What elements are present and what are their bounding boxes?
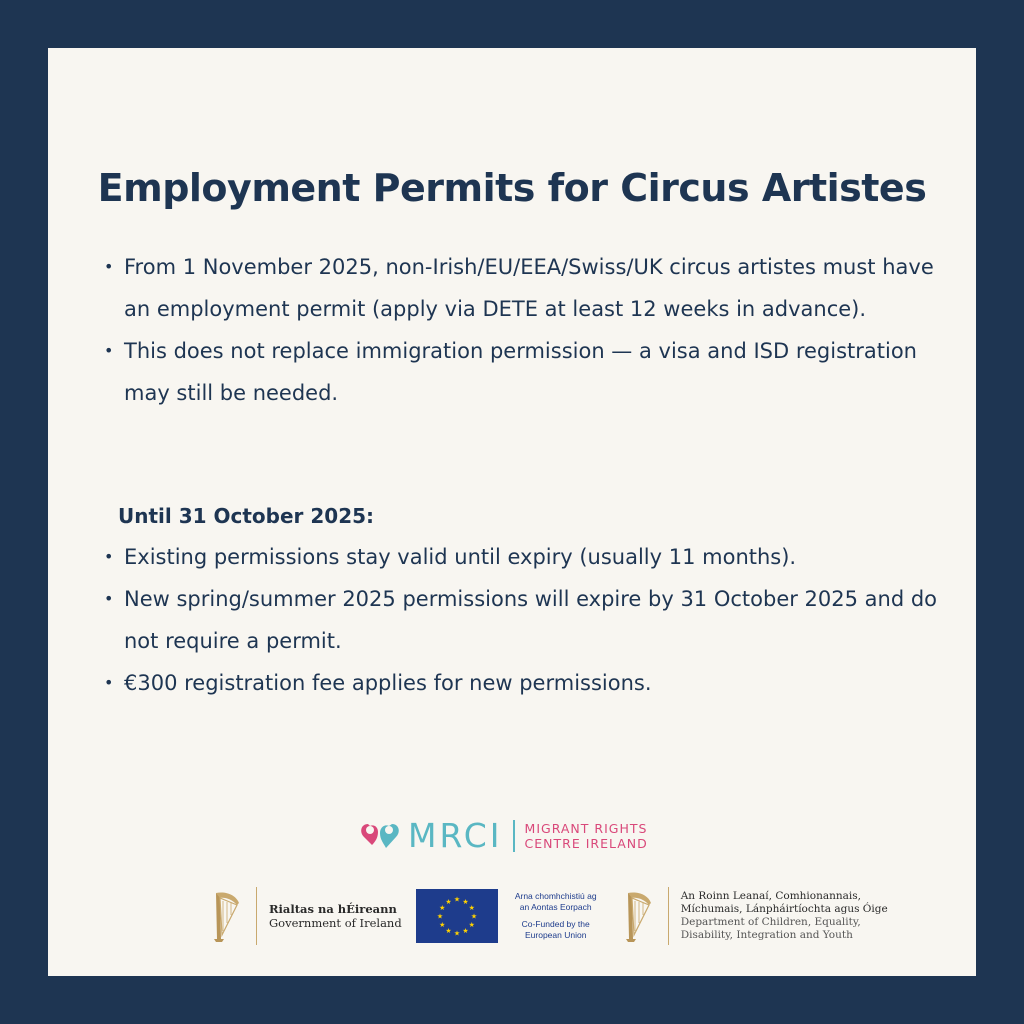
government-english-name: Government of Ireland [269,916,402,930]
department-irish-line2: Míchumais, Lánpháirtíochta agus Óige [680,903,888,915]
eu-irish-line1: Arna chomhchistiú ag [514,891,597,901]
permit-requirements-list [104,246,954,414]
eu-star-icon: ★ [445,897,452,906]
bullet-icon: • [104,341,114,360]
bullet-icon: • [104,673,114,692]
mrci-subtitle [525,821,648,851]
divider [256,887,257,945]
list-item [104,246,954,330]
government-irish-name: Rialtas na hÉireann [269,902,397,916]
funder-logos [208,884,888,948]
info-card [48,48,976,976]
bullet-icon: • [104,589,114,608]
mrci-subtitle-line2: CENTRE IRELAND [524,836,648,851]
list-item [104,662,954,704]
bullet-icon: • [104,547,114,566]
eu-star-icon: ★ [468,904,475,912]
list-item-text: New spring/summer 2025 permissions will expire by 31 October 2025 and do not require a permit. [124,587,938,653]
mrci-divider [513,820,515,852]
eu-star-icon: ★ [436,912,443,921]
mrci-logo [358,814,648,858]
page-title: Employment Permits for Circus Artistes [97,166,927,210]
department-english-line1: Department of Children, Equality, [680,916,861,928]
list-item [104,578,954,662]
department-irish-line1: An Roinn Leanaí, Comhionannais, [680,890,861,902]
mrci-subtitle-line1: MIGRANT RIGHTS [524,821,648,836]
government-of-ireland-logo [269,902,402,930]
list-item [104,536,954,578]
mrci-wordmark: MRCI [408,816,503,855]
eu-star-icon: ★ [453,895,460,904]
department-logo-text [681,890,888,942]
section-heading: Until 31 October 2025: [118,504,375,528]
eu-star-icon: ★ [468,921,475,929]
eu-star-icon: ★ [470,912,477,921]
eu-star-icon: ★ [462,927,469,936]
eu-cofunded-text [508,891,604,941]
eu-flag-icon [416,889,498,943]
list-item [104,330,954,414]
list-item-text: From 1 November 2025, non-Irish/EU/EEA/Swiss/UK circus artistes must have an employment permit (apply via DETE at least 12 weeks in advance). [124,255,934,321]
eu-star-icon: ★ [438,904,446,912]
list-item-text: Existing permissions stay valid until expiry (usually 11 months). [124,545,797,569]
eu-english-line2: European Union [524,930,587,940]
eu-star-icon: ★ [445,927,452,936]
transition-rules-list [104,536,954,704]
eu-star-icon: ★ [462,897,469,906]
eu-star-icon: ★ [438,921,446,929]
mrci-logo-icon [358,818,402,854]
harp-icon [208,889,244,943]
harp-icon [620,889,656,943]
list-item-text: €300 registration fee applies for new permissions. [124,671,652,695]
eu-star-icon: ★ [453,929,460,938]
department-english-line2: Disability, Integration and Youth [680,929,853,941]
eu-english-line1: Co-Funded by the [521,919,590,929]
list-item-text: This does not replace immigration permission — a visa and ISD registration may still be needed. [124,339,917,405]
bullet-icon: • [104,257,114,276]
eu-irish-line2: an Aontas Eorpach [519,902,592,912]
divider [668,887,669,945]
